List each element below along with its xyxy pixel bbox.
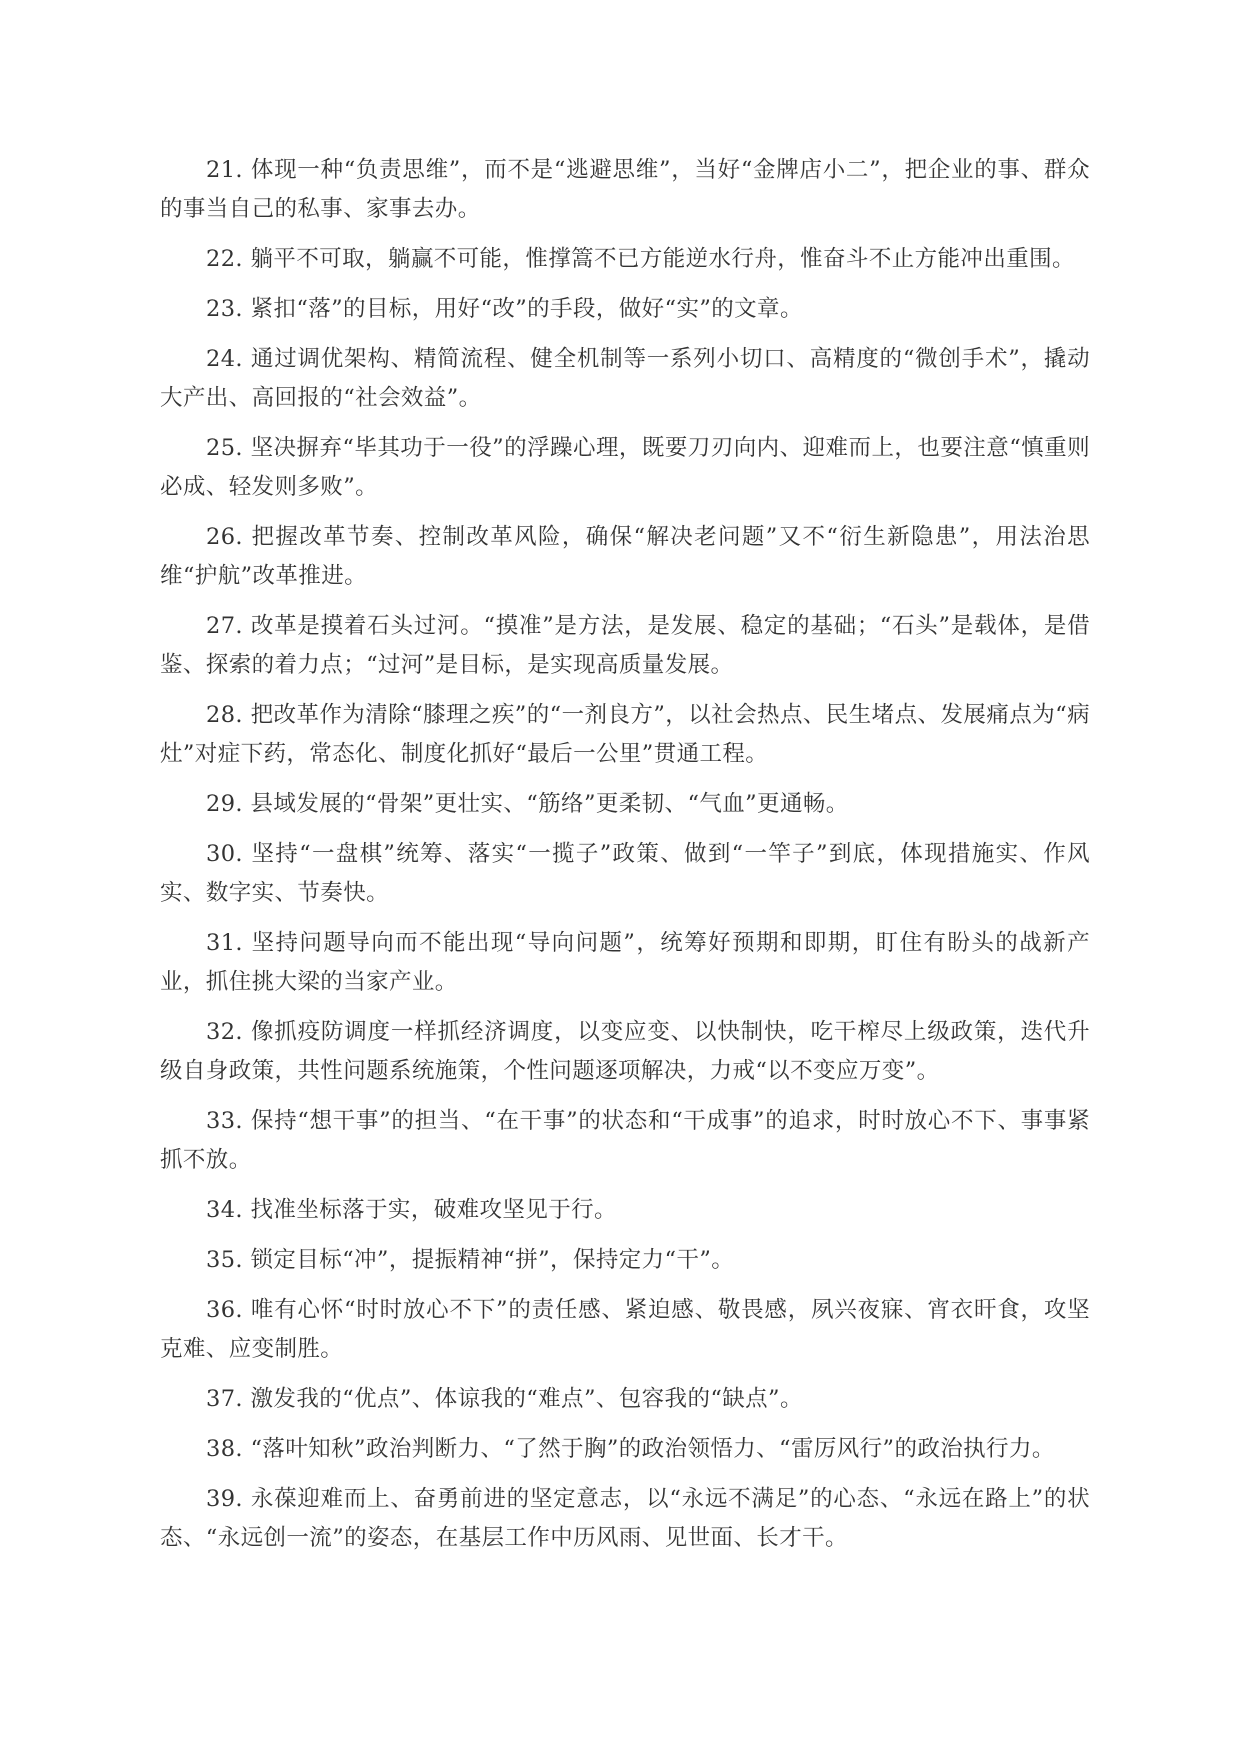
list-item: 27. 改革是摸着石头过河。“摸准”是方法，是发展、稳定的基础；“石头”是载体，是借鉴、探索的着力点；“过河”是目标，是实现高质量发展。 [160, 613, 1090, 678]
list-item: 26. 把握改革节奏、控制改革风险，确保“解决老问题”又不“衍生新隐患”，用法治思维“护航”改革推进。 [160, 524, 1090, 589]
list-item: 21. 体现一种“负责思维”，而不是“逃避思维”，当好“金牌店小二”，把企业的事、群众的事当自己的私事、家事去办。 [160, 157, 1090, 222]
list-item: 36. 唯有心怀“时时放心不下”的责任感、紧迫感、敬畏感，夙兴夜寐、宵衣旰食，攻坚克难、应变制胜。 [160, 1297, 1090, 1362]
list-item: 34. 找准坐标落于实，破难攻坚见于行。 [206, 1197, 617, 1223]
list-item: 31. 坚持问题导向而不能出现“导向问题”，统筹好预期和即期，盯住有盼头的战新产业，抓住挑大梁的当家产业。 [160, 930, 1090, 995]
list-item: 38. “落叶知秋”政治判断力、“了然于胸”的政治领悟力、“雷厉风行”的政治执行力。 [206, 1436, 1055, 1462]
list-item: 33. 保持“想干事”的担当、“在干事”的状态和“干成事”的追求，时时放心不下、事事紧抓不放。 [160, 1108, 1090, 1173]
list-item: 29. 县域发展的“骨架”更壮实、“筋络”更柔韧、“气血”更通畅。 [206, 791, 849, 817]
list-item: 35. 锁定目标“冲”，提振精神“拼”，保持定力“干”。 [206, 1247, 735, 1273]
list-item: 25. 坚决摒弃“毕其功于一役”的浮躁心理，既要刀刃向内、迎难而上，也要注意“慎重则必成、轻发则多败”。 [160, 435, 1090, 500]
list-item: 23. 紧扣“落”的目标，用好“改”的手段，做好“实”的文章。 [206, 296, 803, 322]
list-item: 22. 躺平不可取，躺赢不可能，惟撑篙不已方能逆水行舟，惟奋斗不止方能冲出重围。 [206, 246, 1075, 272]
list-item: 30. 坚持“一盘棋”统筹、落实“一揽子”政策、做到“一竿子”到底，体现措施实、作风实、数字实、节奏快。 [160, 841, 1090, 906]
list-item: 32. 像抓疫防调度一样抓经济调度，以变应变、以快制快，吃干榨尽上级政策，迭代升级自身政策，共性问题系统施策，个性问题逐项解决，力戒“以不变应万变”。 [160, 1019, 1090, 1084]
list-item: 28. 把改革作为清除“膝理之疾”的“一剂良方”，以社会热点、民生堵点、发展痛点为“病灶”对症下药，常态化、制度化抓好“最后一公里”贯通工程。 [160, 702, 1090, 767]
document-page [160, 151, 1090, 1569]
list-item: 24. 通过调优架构、精简流程、健全机制等一系列小切口、高精度的“微创手术”，撬动大产出、高回报的“社会效益”。 [160, 346, 1090, 411]
list-item: 37. 激发我的“优点”、体谅我的“难点”、包容我的“缺点”。 [206, 1386, 803, 1412]
list-item: 39. 永葆迎难而上、奋勇前进的坚定意志，以“永远不满足”的心态、“永远在路上”的状态、“永远创一流”的姿态，在基层工作中历风雨、见世面、长才干。 [160, 1486, 1090, 1551]
